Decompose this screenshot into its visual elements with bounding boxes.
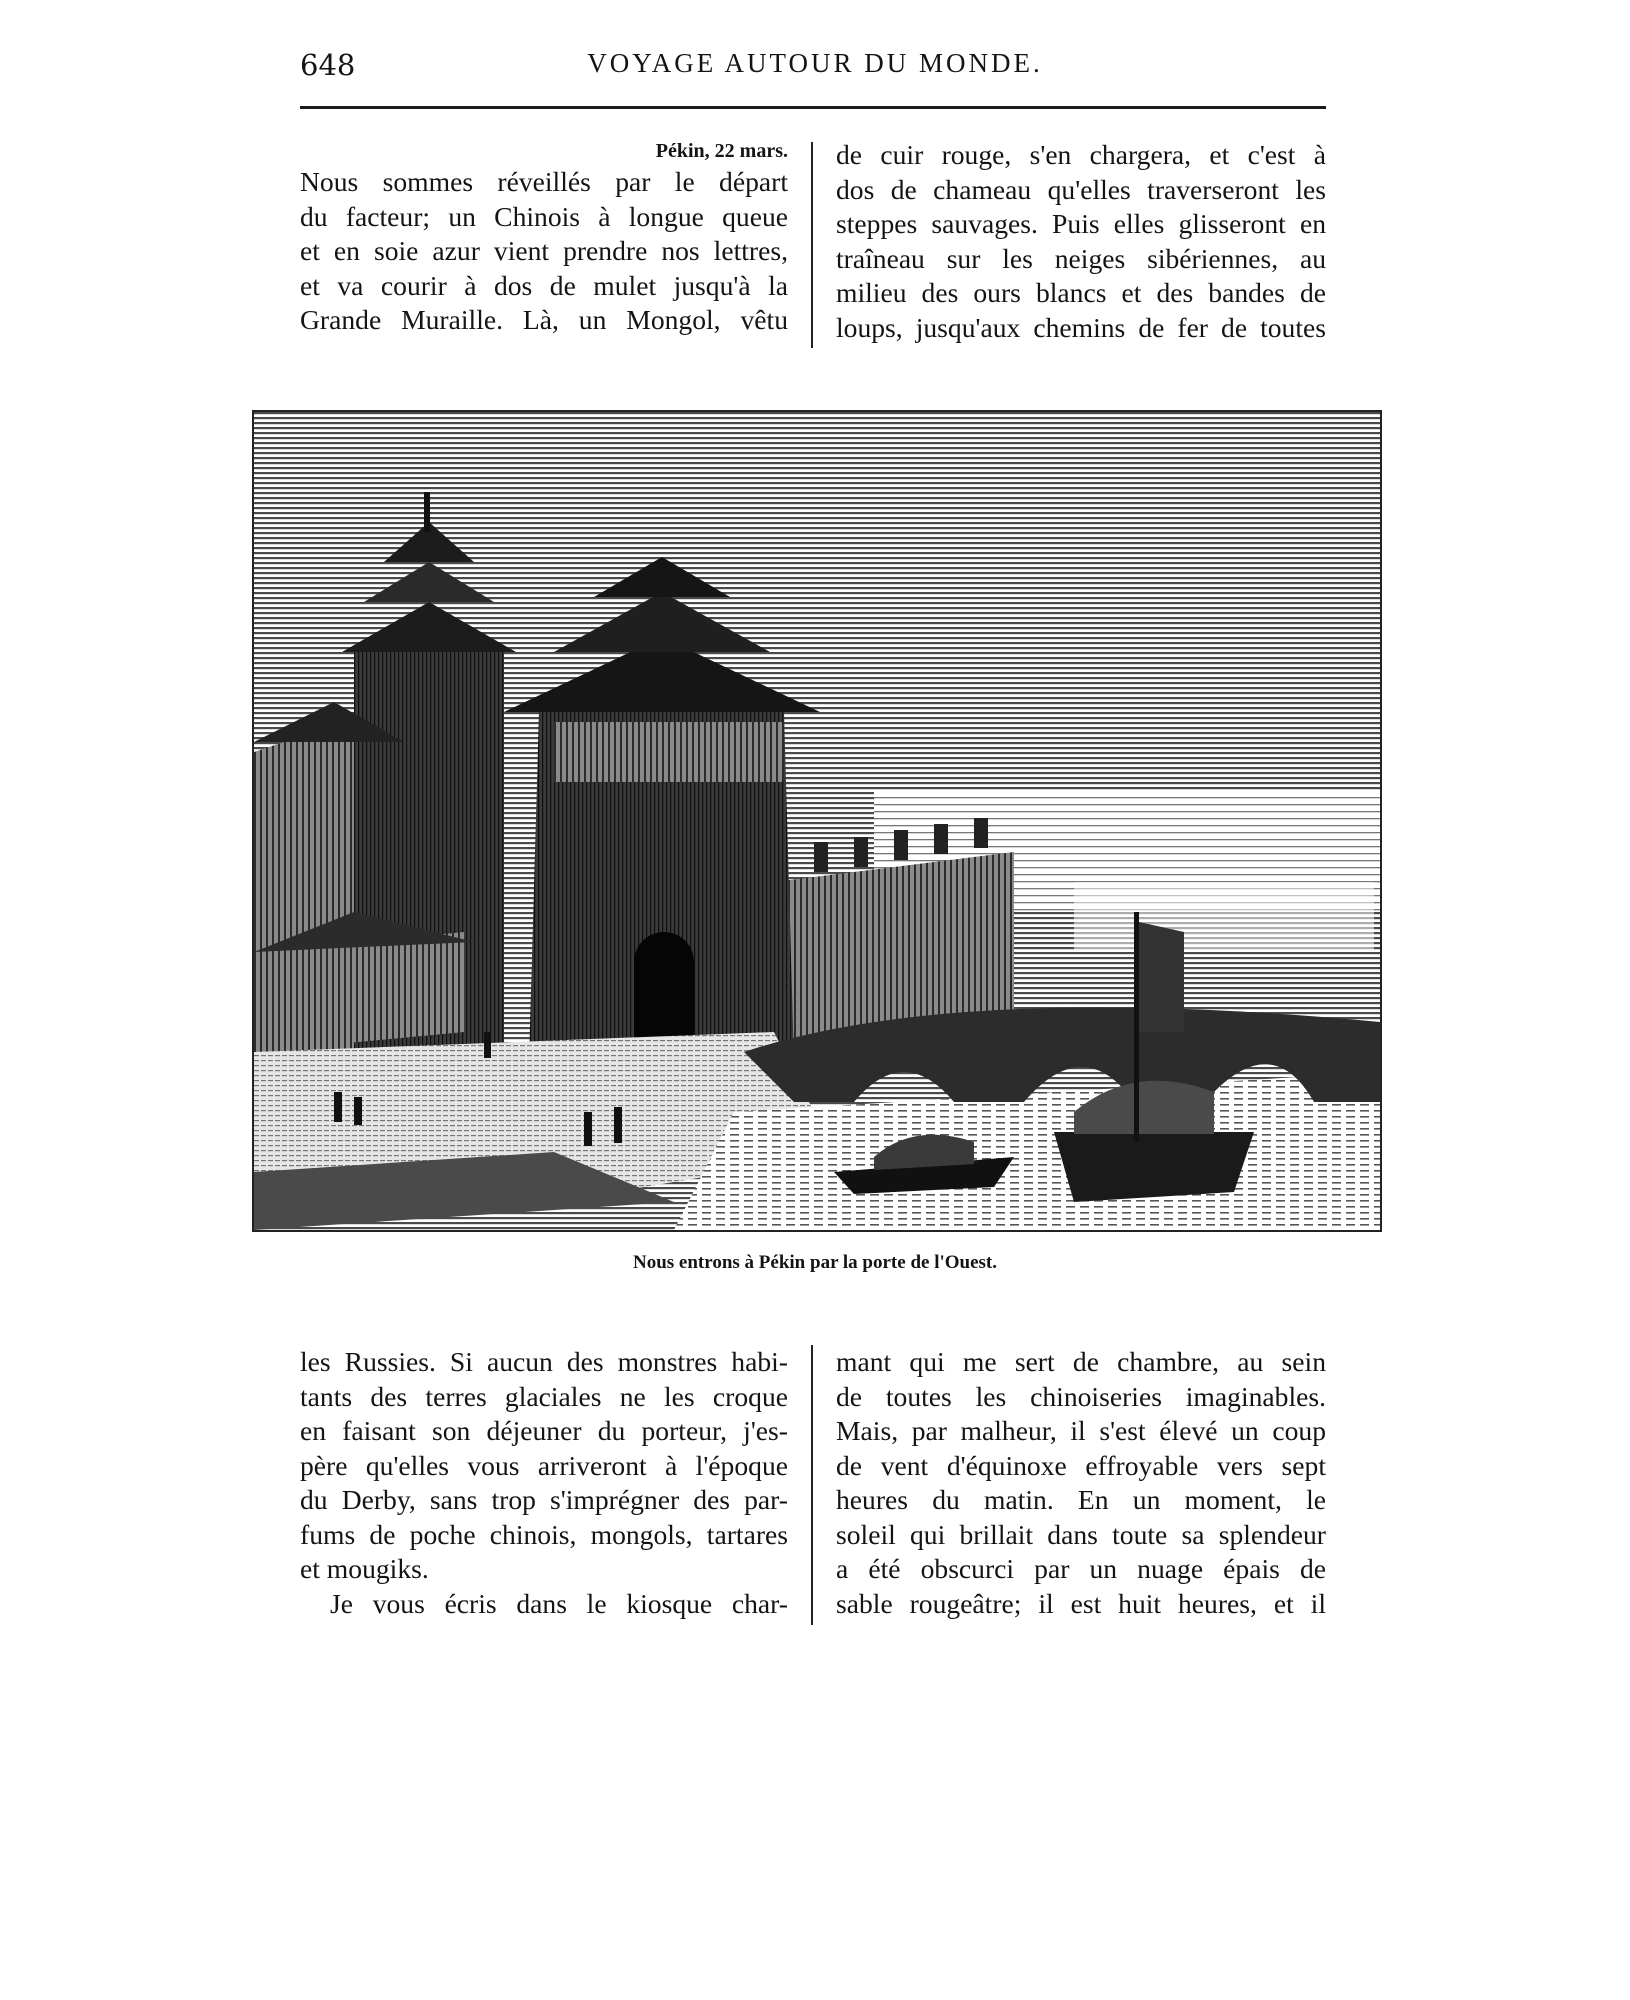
column-divider bbox=[811, 142, 813, 348]
text-line: de vent d'équinoxe effroyable vers sept bbox=[836, 1449, 1326, 1481]
text-line: loups, jusqu'aux chemins de fer de toutes bbox=[836, 311, 1326, 343]
text-line: et va courir à dos de mulet jusqu'à la bbox=[300, 269, 788, 301]
text-line: et en soie azur vient prendre nos lettres, bbox=[300, 235, 788, 266]
engraving-illustration bbox=[252, 410, 1382, 1232]
text-line: traîneau sur les neiges sibériennes, au bbox=[836, 242, 1326, 274]
text-line: tants des terres glaciales ne les croque bbox=[300, 1380, 788, 1412]
west-gate-engraving bbox=[254, 412, 1380, 1230]
text-line: steppes sauvages. Puis elles glisseront en bbox=[836, 208, 1326, 239]
text-line: et mougiks. bbox=[300, 1553, 429, 1584]
text-line: dos de chameau qu'elles traverseront les bbox=[836, 173, 1326, 205]
header-rule bbox=[300, 106, 1326, 109]
text-line: de cuir rouge, s'en chargera, et c'est à bbox=[836, 139, 1326, 170]
page-number: 648 bbox=[300, 48, 356, 82]
text-line: Grande Muraille. Là, un Mongol, vêtu bbox=[300, 304, 788, 335]
text-line: les Russies. Si aucun des monstres habi- bbox=[300, 1346, 788, 1377]
text-line: Mais, par malheur, il s'est élevé un coup bbox=[836, 1415, 1326, 1446]
text-line: père qu'elles vous arriveront à l'époque bbox=[300, 1449, 788, 1481]
text-line: soleil qui brillait dans toute sa splendeur bbox=[836, 1518, 1326, 1550]
bottom-right-column bbox=[836, 1345, 1326, 1621]
text-line: fums de poche chinois, mongols, tartares bbox=[300, 1518, 788, 1550]
top-left-column bbox=[300, 165, 788, 338]
text-line: Je vous écris dans le kiosque char- bbox=[330, 1587, 788, 1619]
text-line: a été obscurci par un nuage épais de bbox=[836, 1553, 1326, 1584]
column-divider bbox=[811, 1345, 813, 1625]
text-line: Nous sommes réveillés par le départ bbox=[300, 166, 788, 197]
text-line: heures du matin. En un moment, le bbox=[836, 1484, 1326, 1515]
text-line: du facteur; un Chinois à longue queue bbox=[300, 200, 788, 232]
text-line: mant qui me sert de chambre, au sein bbox=[836, 1346, 1326, 1377]
figure-caption: Nous entrons à Pékin par la porte de l'Ouest. bbox=[632, 1252, 997, 1273]
text-line: du Derby, sans trop s'imprégner des par- bbox=[300, 1484, 788, 1515]
bottom-left-column bbox=[300, 1345, 788, 1621]
text-line: sable rougeâtre; il est huit heures, et il bbox=[836, 1587, 1326, 1619]
text-line: milieu des ours blancs et des bandes de bbox=[836, 277, 1326, 308]
text-line: de toutes les chinoiseries imaginables. bbox=[836, 1380, 1326, 1412]
running-title: VOYAGE AUTOUR DU MONDE. bbox=[587, 48, 1043, 78]
dateline: Pékin, 22 mars. bbox=[655, 140, 788, 162]
text-line: en faisant son déjeuner du porteur, j'es- bbox=[300, 1415, 788, 1446]
top-right-column bbox=[836, 138, 1326, 345]
